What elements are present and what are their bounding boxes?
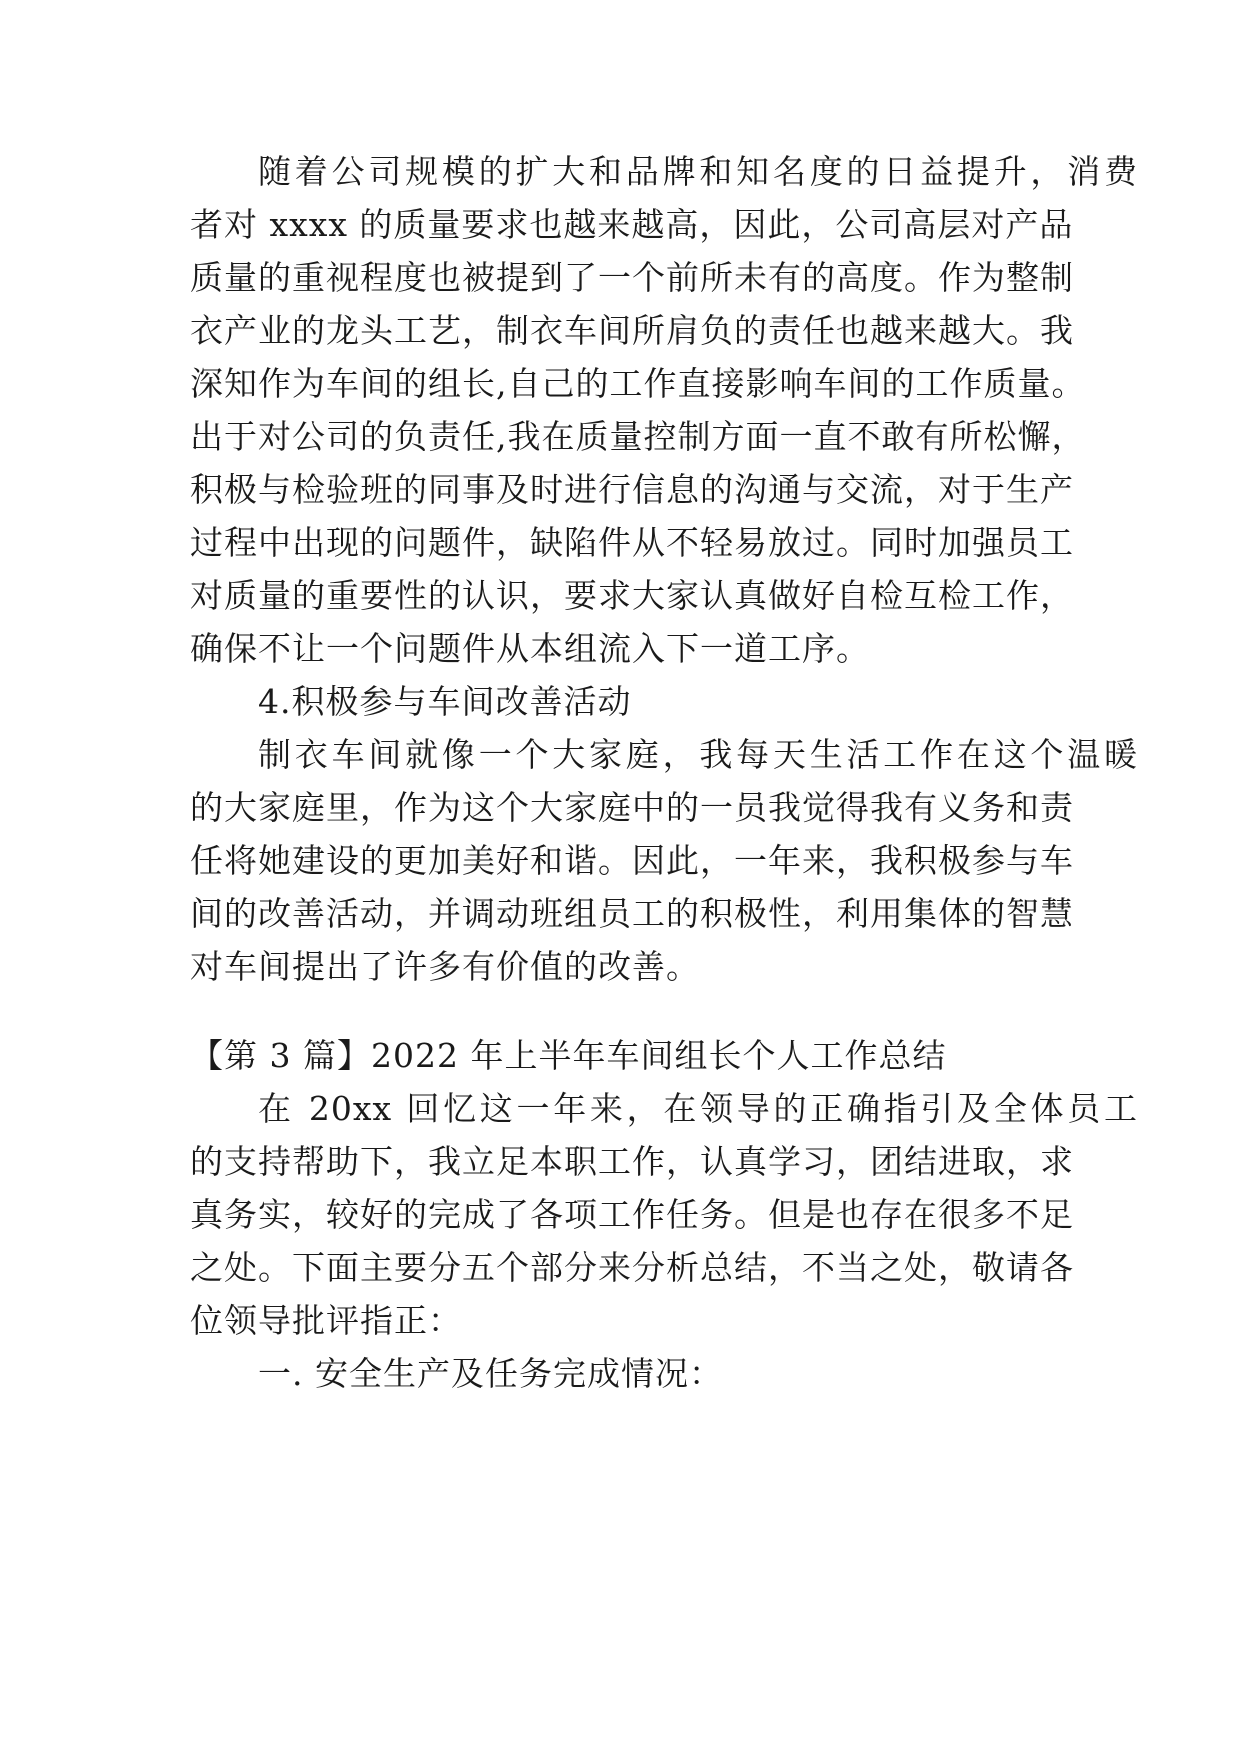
paragraph-line: 之处。下面主要分五个部分来分析总结，不当之处，敬请各: [190, 1248, 1074, 1287]
section-heading: 4.积极参与车间改善活动: [258, 682, 632, 721]
paragraph-line: 者对 xxxx 的质量要求也越来越高，因此，公司高层对产品: [190, 205, 1074, 244]
paragraph-line: 的支持帮助下，我立足本职工作，认真学习，团结进取，求: [190, 1142, 1074, 1181]
paragraph-line: 对质量的重要性的认识，要求大家认真做好自检互检工作，: [190, 576, 1074, 615]
paragraph-line: 出于对公司的负责任,我在质量控制方面一直不敢有所松懈，: [190, 417, 1086, 456]
section-heading: 一. 安全生产及任务完成情况：: [258, 1354, 723, 1393]
paragraph-line: 制衣车间就像一个大家庭，我每天生活工作在这个温暖: [258, 735, 1138, 774]
paragraph-line: 深知作为车间的组长,自己的工作直接影响车间的工作质量。: [190, 364, 1086, 403]
paragraph-line: 间的改善活动，并调动班组员工的积极性，利用集体的智慧: [190, 894, 1074, 933]
paragraph-line: 的大家庭里，作为这个大家庭中的一员我觉得我有义务和责: [190, 788, 1074, 827]
paragraph-line: 随着公司规模的扩大和品牌和知名度的日益提升，消费: [258, 152, 1138, 191]
paragraph-line: 衣产业的龙头工艺，制衣车间所肩负的责任也越来越大。我: [190, 311, 1074, 350]
paragraph-line: 积极与检验班的同事及时进行信息的沟通与交流，对于生产: [190, 470, 1074, 509]
paragraph-line: 任将她建设的更加美好和谐。因此，一年来，我积极参与车: [190, 841, 1074, 880]
paragraph-line: 位领导批评指正：: [190, 1301, 462, 1340]
paragraph-line: 确保不让一个问题件从本组流入下一道工序。: [190, 629, 870, 668]
paragraph-line: 真务实，较好的完成了各项工作任务。但是也存在很多不足: [190, 1195, 1074, 1234]
article-title: 【第 3 篇】2022 年上半年车间组长个人工作总结: [190, 1036, 947, 1075]
paragraph-line: 对车间提出了许多有价值的改善。: [190, 947, 700, 986]
paragraph-line: 在 20xx 回忆这一年来，在领导的正确指引及全体员工: [258, 1089, 1138, 1128]
paragraph-line: 过程中出现的问题件，缺陷件从不轻易放过。同时加强员工: [190, 523, 1074, 562]
paragraph-line: 质量的重视程度也被提到了一个前所未有的高度。作为整制: [190, 258, 1074, 297]
